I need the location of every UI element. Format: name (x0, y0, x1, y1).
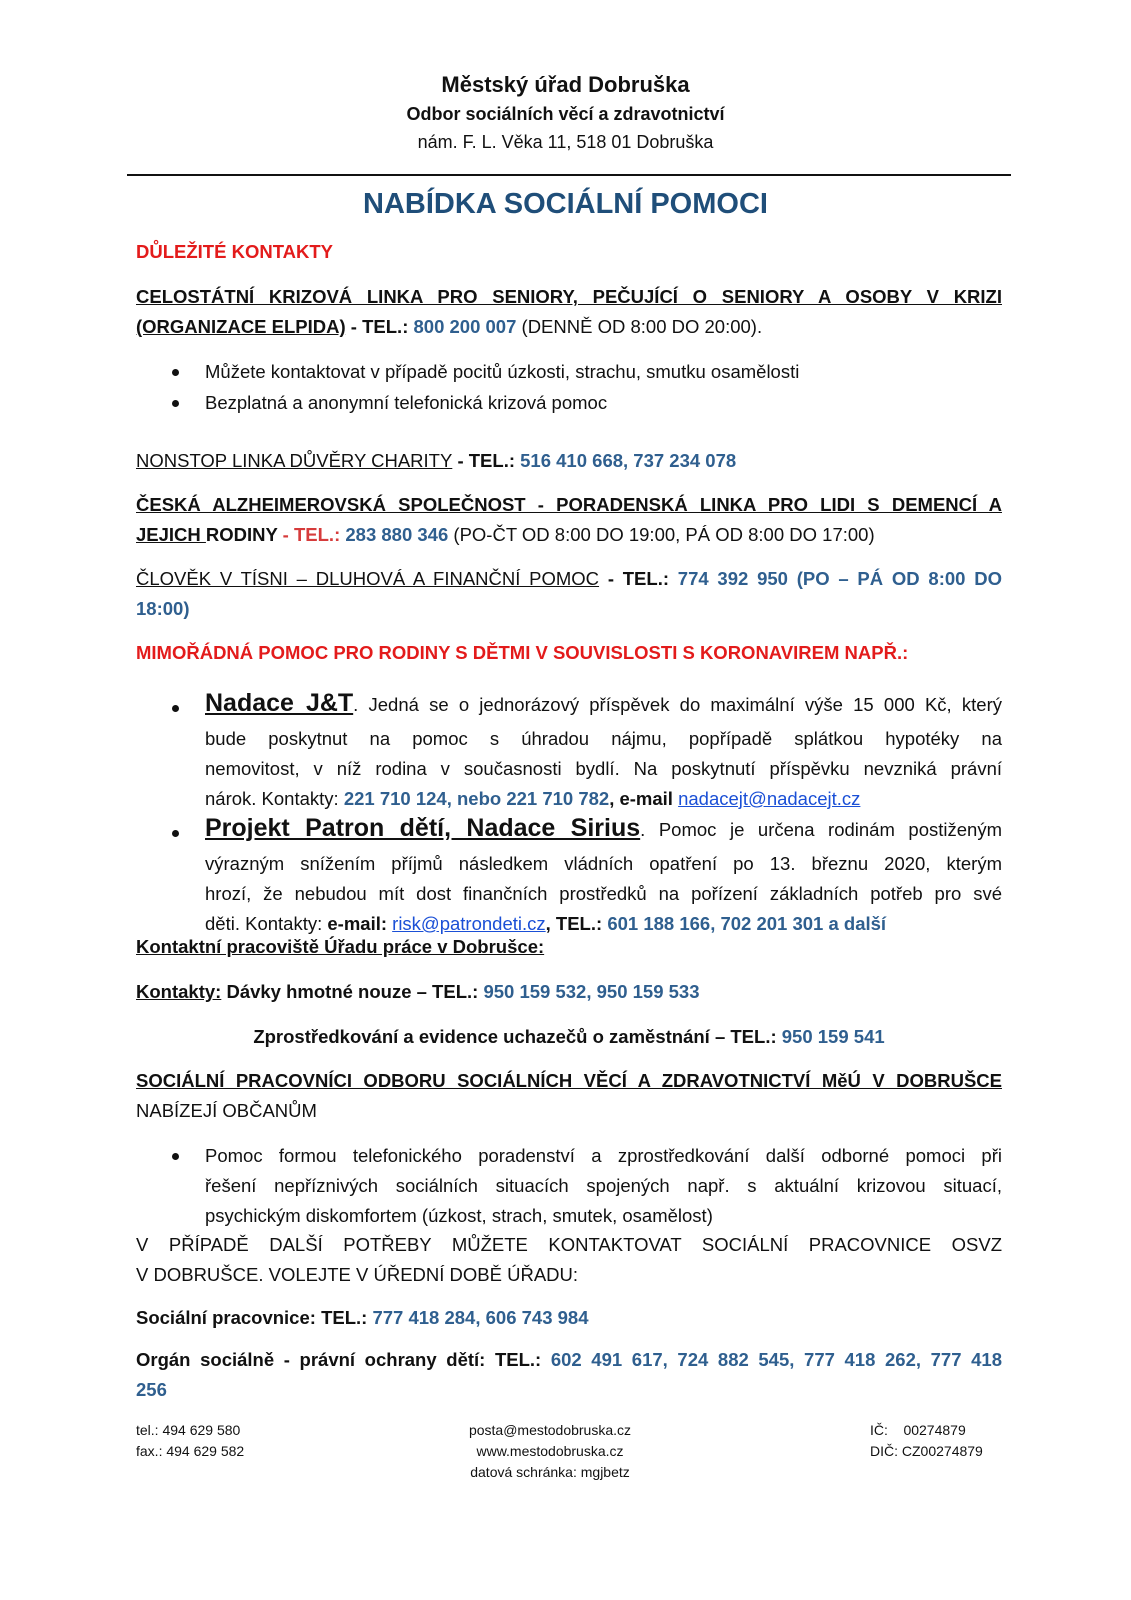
footer-datova: datová schránka: mgjbetz (470, 1464, 630, 1480)
footer-web[interactable]: www.mestodobruska.cz (476, 1443, 624, 1459)
elpida-bullet-2: Bezplatná a anonymní telefonická krizová pomoc (205, 392, 608, 413)
socialni-section (136, 1066, 1002, 1126)
socialni-bullet (205, 1141, 1002, 1231)
alzheimer-hours: (PO-ČT OD 8:00 DO 19:00, PÁ OD 8:00 DO 17:00) (448, 524, 875, 545)
tisni-tel-line2: 18:00) (136, 598, 190, 619)
elpida-title-line1: CELOSTÁTNÍ KRIZOVÁ LINKA PRO SENIORY, PEČUJÍCÍ O SENIORY A OSOBY V KRIZI (136, 286, 1002, 307)
zpro-tel[interactable]: 950 159 541 (781, 1026, 885, 1047)
patron-text-3: hrozí, že nebudou mít dost finančních prostředků na pořízení základních potřeb pro své (205, 883, 1002, 904)
tisni-section (136, 564, 1002, 624)
patron-contacts-label: děti. Kontakty: (205, 913, 328, 934)
ospod-tel[interactable]: 602 491 617, 724 882 545, 777 418 262, 777 418 (550, 1349, 1002, 1370)
jt-email-label: , e-mail (609, 788, 679, 809)
footer-email[interactable]: posta@mestodobruska.cz (468, 1422, 632, 1438)
footer-tel: tel.: 494 629 580 (136, 1422, 241, 1438)
elpida-tel[interactable]: 800 200 007 (413, 316, 517, 337)
header-divider (127, 174, 1011, 176)
tisni-name: ČLOVĚK V TÍSNI – DLUHOVÁ A FINANČNÍ POMOC (136, 568, 600, 589)
urad-prace-davky (136, 977, 1002, 1007)
socialni-line1: SOCIÁLNÍ PRACOVNÍCI ODBORU SOCIÁLNÍCH VĚCÍ A ZDRAVOTNICTVÍ MěÚ V DOBRUŠCE (136, 1070, 1002, 1091)
charita-name: NONSTOP LINKA DŮVĚRY CHARITY (136, 450, 453, 471)
footer-right (870, 1420, 983, 1462)
urad-prace-title: Kontaktní pracoviště Úřadu práce v Dobrušce: (136, 936, 545, 957)
socialni-bullet-line1: Pomoc formou telefonického poradenství a zprostředkování další odborné pomoci při (205, 1145, 1002, 1166)
jt-block (205, 684, 1002, 814)
ospod-label: Orgán sociálně - právní ochrany dětí: TEL.: (136, 1349, 551, 1370)
urad-prace-zprostredkovani (136, 1022, 1002, 1052)
elpida-tel-label: - TEL.: (345, 316, 414, 337)
page-title: NABÍDKA SOCIÁLNÍ POMOCI (363, 188, 768, 220)
tisni-tel[interactable]: 774 392 950 (PO – PÁ OD 8:00 DO (677, 568, 1002, 589)
footer-dic: DIČ: CZ00274879 (870, 1443, 983, 1459)
ospod-section (136, 1345, 1002, 1405)
socialni-need (136, 1230, 1002, 1290)
pracovnice-line (136, 1303, 1002, 1333)
charita-line (136, 446, 1002, 476)
alzheimer-line1: ČESKÁ ALZHEIMEROVSKÁ SPOLEČNOST - PORADENSKÁ LINKA PRO LIDI S DEMENCÍ A (136, 494, 1002, 515)
jt-text-1: . Jedná se o jednorázový příspěvek do maximální výše 15 000 Kč, který (353, 694, 1002, 715)
office-name: Městský úřad Dobruška (441, 72, 690, 97)
pracovnice-tel[interactable]: 777 418 284, 606 743 984 (372, 1307, 589, 1328)
urad-prace-contacts-label: Kontakty: (136, 981, 222, 1002)
patron-email-link[interactable]: risk@patrondeti.cz (392, 913, 546, 934)
tisni-tel-label: - TEL.: (599, 568, 678, 589)
patron-text-1: . Pomoc je určena rodinám postiženým (640, 819, 1002, 840)
patron-block (205, 809, 1002, 939)
alzheimer-tel-label: - TEL.: (277, 524, 346, 545)
jt-email-link[interactable]: nadacejt@nadacejt.cz (678, 788, 861, 809)
charita-tel[interactable]: 516 410 668, 737 234 078 (520, 450, 737, 471)
jt-text-2: bude poskytnut na pomoc s úhradou nájmu, popřípadě splátkou hypotéky na (205, 728, 1002, 749)
patron-tel-label: , TEL.: (545, 913, 608, 934)
department-name: Odbor sociálních věcí a zdravotnictví (406, 104, 725, 124)
elpida-org: (ORGANIZACE ELPIDA) (136, 316, 346, 337)
socialni-line2: NABÍZEJÍ OBČANŮM (136, 1100, 317, 1121)
patron-text-2: výrazným snížením příjmů následkem vládních opatření po 13. březnu 2020, kterým (205, 853, 1002, 874)
patron-name: Projekt Patron dětí, Nadace Sirius (205, 814, 641, 842)
patron-email-label: e-mail: (327, 913, 393, 934)
zpro-label: Zprostředkování a evidence uchazečů o zaměstnání – TEL.: (253, 1026, 782, 1047)
charita-tel-label: - TEL.: (452, 450, 521, 471)
davky-tel[interactable]: 950 159 532, 950 159 533 (483, 981, 700, 1002)
alzheimer-rodiny: RODINY (205, 524, 278, 545)
important-contacts-heading: DŮLEŽITÉ KONTAKTY (136, 241, 333, 262)
alzheimer-jejich: JEJICH (136, 524, 206, 545)
pracovnice-label: Sociální pracovnice: TEL.: (136, 1307, 373, 1328)
patron-phones[interactable]: 601 188 166, 702 201 301 a další (607, 913, 887, 934)
davky-label: Dávky hmotné nouze – TEL.: (221, 981, 484, 1002)
ospod-tel-line2: 256 (136, 1379, 167, 1400)
footer-ic: IČ: 00274879 (870, 1422, 966, 1438)
socialni-bullet-line2: řešení nepříznivých sociálních situacích spojených např. s aktuální krizovou situací, (205, 1175, 1002, 1196)
jt-phones[interactable]: 221 710 124, nebo 221 710 782 (343, 788, 610, 809)
socialni-bullet-line3: psychickým diskomfortem (úzkost, strach, smutek, osamělost) (205, 1205, 713, 1226)
alzheimer-tel[interactable]: 283 880 346 (345, 524, 449, 545)
elpida-section (136, 282, 1002, 342)
footer-fax: fax.: 494 629 582 (136, 1443, 245, 1459)
elpida-bullet-1: Můžete kontaktovat v případě pocitů úzkosti, strachu, smutku osamělosti (205, 361, 800, 382)
extraordinary-heading: MIMOŘÁDNÁ POMOC PRO RODINY S DĚTMI V SOUVISLOSTI S KORONAVIREM NAPŘ.: (136, 642, 909, 663)
socialni-need-line1: V PŘÍPADĚ DALŠÍ POTŘEBY MŮŽETE KONTAKTOVAT SOCIÁLNÍ PRACOVNICE OSVZ (136, 1234, 1002, 1255)
office-address: nám. F. L. Věka 11, 518 01 Dobruška (417, 132, 714, 152)
jt-text-3: nemovitost, v níž rodina v současnosti bydlí. Na poskytnutí příspěvku nevzniká právní (205, 758, 1002, 779)
alzheimer-section (136, 490, 1002, 550)
jt-name: Nadace J&T (205, 689, 354, 717)
socialni-need-line2: V DOBRUŠCE. VOLEJTE V ÚŘEDNÍ DOBĚ ÚŘADU: (136, 1264, 579, 1285)
jt-contacts-label: nárok. Kontakty: (205, 788, 344, 809)
elpida-hours: (DENNĚ OD 8:00 DO 20:00). (516, 316, 763, 337)
